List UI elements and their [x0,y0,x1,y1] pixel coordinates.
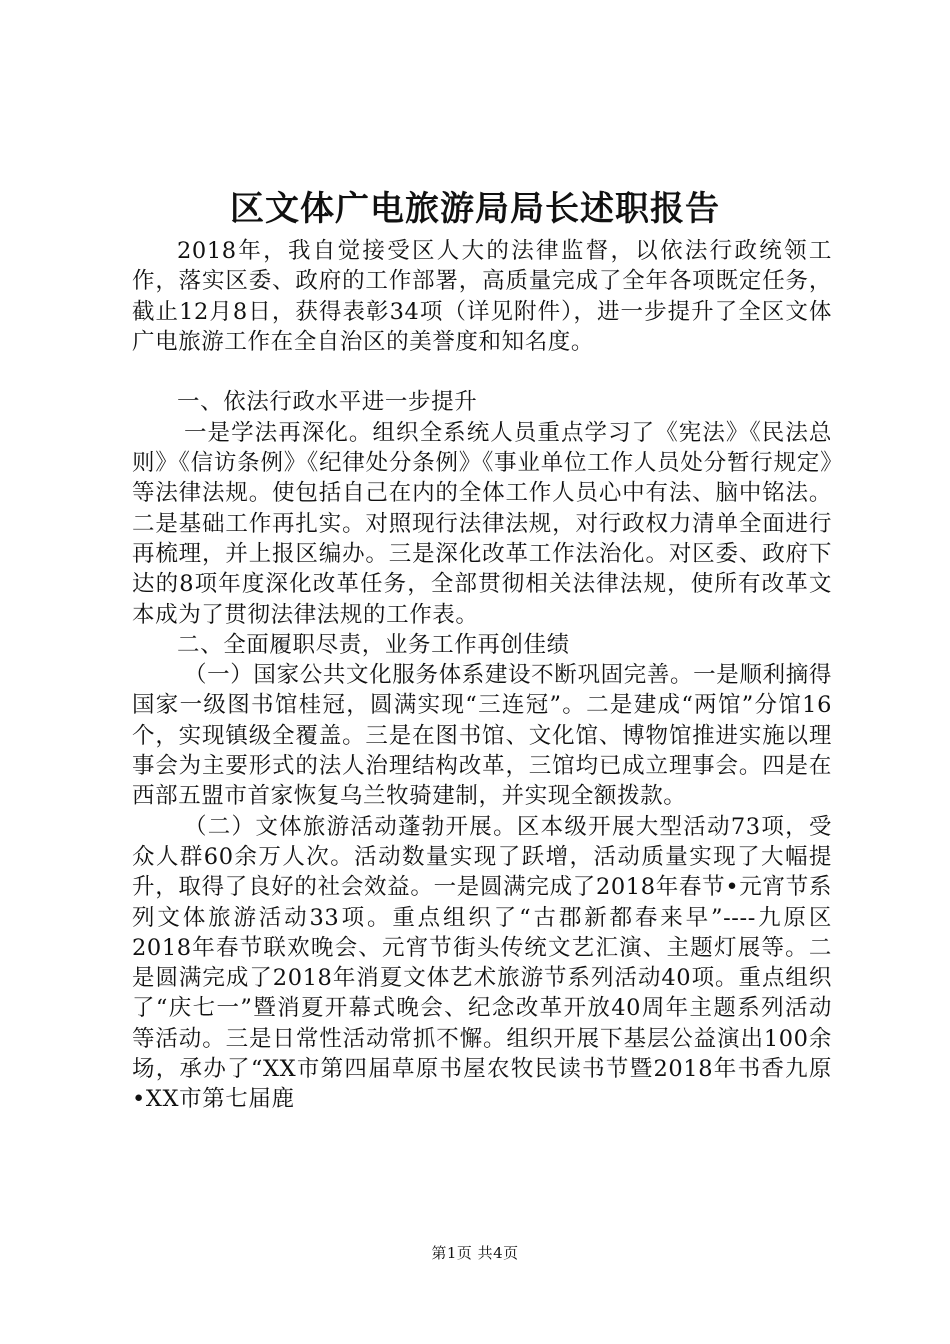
section2-heading: 二、全面履职尽责，业务工作再创佳绩 [177,631,570,658]
intro-paragraph: 2018年，我自觉接受区人大的法律监督，以依法行政统领工作，落实区委、政府的工作部署，高质量完成了全年各项既定任务，截止12月8日，获得表彰34项（详见附件），进一步提升了全区文体广电旅游工作在全自治区的美誉度和知名度。 [132,238,832,355]
section1-heading: 一、依法行政水平进一步提升 [177,389,478,416]
document-title: 区文体广电旅游局局长述职报告 [230,189,720,229]
section2-paragraph-2: （二）文体旅游活动蓬勃开展。区本级开展大型活动73项，受众人群60余万人次。活动数量实现了跃增，活动质量实现了大幅提升，取得了良好的社会效益。一是圆满完成了2018年春节•元宵节系列文体旅游活动33项。重点组织了“古郡新都春来早”----九原区2018年春节联欢晚会、元宵节街头传统文艺汇演、主题灯展等。二是圆满完成了2018年消夏文体艺术旅游节系列活动40项。重点组织了“庆七一”暨消夏开幕式晚会、纪念改革开放40周年主题系列活动等活动。三是日常性活动常抓不懈。组织开展下基层公益演出100余场，承办了“XX市第四届草原书屋农牧民读书节暨2018年书香九原•XX市第七届鹿 [132,813,832,1113]
document-body [132,236,832,1115]
section1-paragraph: 一是学法再深化。组织全系统人员重点学习了《宪法》《民法总则》《信访条例》《纪律处分条例》《事业单位工作人员处分暂行规定》等法律法规。使包括自己在内的全体工作人员心中有法、脑中铭法。二是基础工作再扎实。对照现行法律法规，对行政权力清单全面进行再梳理，并上报区编办。三是深化改革工作法治化。对区委、政府下达的8项年度深化改革任务，全部贯彻相关法律法规，使所有改革文本成为了贯彻法律法规的工作表。 [132,419,832,628]
section2-paragraph-1: （一）国家公共文化服务体系建设不断巩固完善。一是顺利摘得国家一级图书馆桂冠，圆满实现“三连冠”。二是建成“两馆”分馆16个，实现镇级全覆盖。三是在图书馆、文化馆、博物馆推进实施以理事会为主要形式的法人治理结构改革，三馆均已成立理事会。四是在西部五盟市首家恢复乌兰牧骑建制，并实现全额拨款。 [132,662,832,810]
blank-line [132,357,832,387]
page-footer: 第1页 共4页 [431,1244,519,1262]
